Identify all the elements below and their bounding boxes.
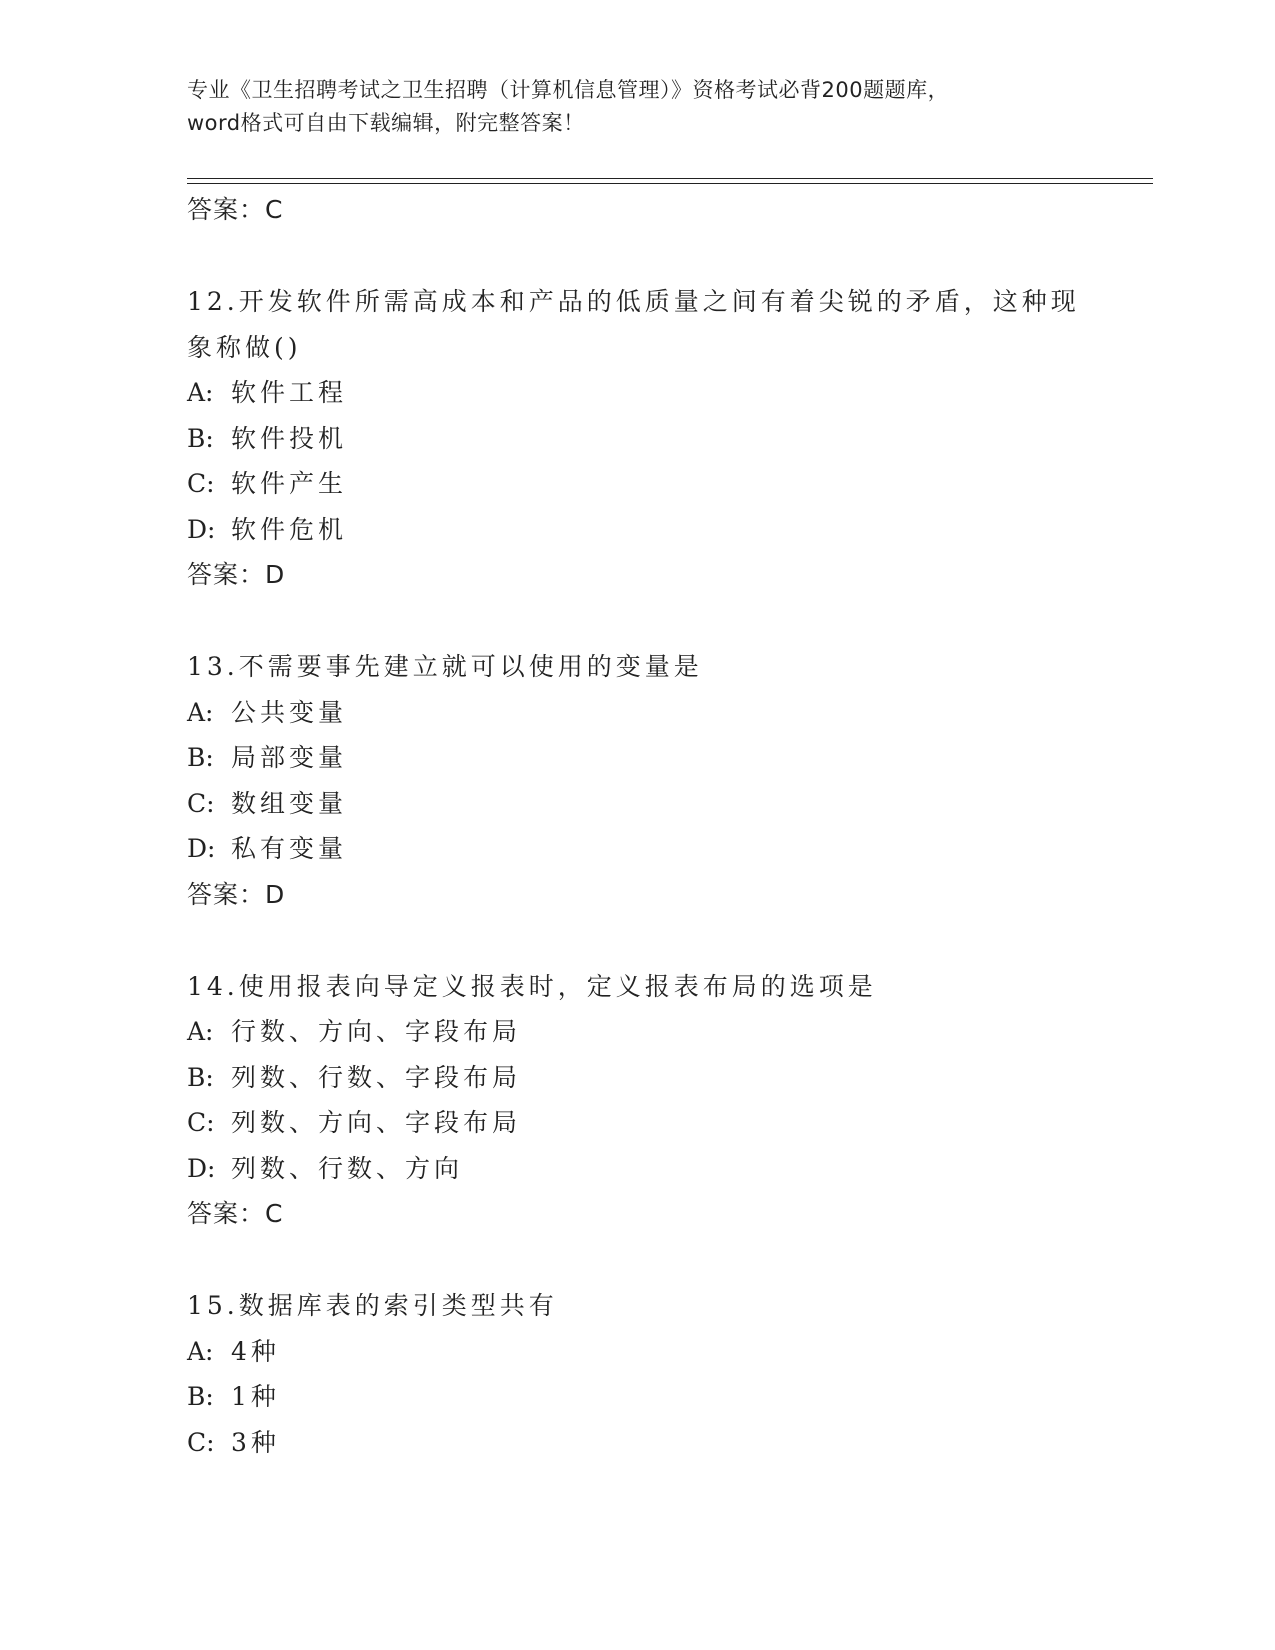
question-text [187,1283,1087,1329]
question-text [187,279,1087,370]
option-text: 软件危机 [231,514,348,544]
answer-line: 答案：D [187,879,286,909]
option-d [187,826,1087,872]
header-divider-top [187,178,1153,179]
option-d [187,507,1087,553]
spacer [187,918,1087,964]
question-block [187,644,1087,918]
option-c [187,1420,1087,1466]
option-key: C: [187,788,215,818]
option-key: D: [187,1153,216,1183]
option-text: 列数、行数、字段布局 [231,1062,522,1092]
option-text: 数组变量 [231,788,348,818]
option-text: 软件工程 [231,378,348,407]
spacer [187,598,1087,644]
question-block [187,1283,1087,1465]
answer-line: 答案：C [187,195,284,224]
option-key: D: [187,514,216,544]
question-text [187,964,1087,1010]
answer-line: 答案：C [187,1199,284,1228]
option-text: 1种 [231,1382,280,1411]
option-b [187,735,1087,781]
option-text: 3种 [231,1427,280,1457]
option-text: 软件投机 [231,423,348,453]
option-key: A: [187,1017,214,1046]
document-header [187,74,1087,140]
option-key: C: [187,1108,215,1137]
question-block [187,964,1087,1238]
option-key: A: [187,697,214,727]
option-d [187,1146,1087,1192]
option-text: 私有变量 [231,834,348,863]
option-key: C: [187,1427,215,1457]
option-c [187,1100,1087,1146]
option-key: A: [187,1336,214,1366]
option-text: 公共变量 [231,697,348,727]
spacer [187,1237,1087,1283]
question-block [187,279,1087,598]
question-text-line: 13.不需要事先建立就可以使用的变量是 [187,652,703,681]
option-b [187,416,1087,462]
header-divider-bottom [187,183,1153,184]
option-key: D: [187,834,216,863]
question-text [187,644,1087,690]
spacer [187,233,1087,279]
option-text: 列数、行数、方向 [231,1153,464,1183]
option-key: B: [187,1062,214,1092]
option-b [187,1055,1087,1101]
option-key: B: [187,743,214,772]
option-key: A: [187,378,214,407]
question-text-line: 象称做() [187,332,302,362]
question-text-line: 12.开发软件所需高成本和产品的低质量之间有着尖锐的矛盾，这种现 [187,287,1080,316]
option-a [187,370,1087,416]
option-a [187,1329,1087,1375]
option-c [187,781,1087,827]
option-text: 列数、方向、字段布局 [231,1108,522,1137]
question-text-line: 15.数据库表的索引类型共有 [187,1291,558,1320]
option-key: B: [187,423,214,453]
answer-line: 答案：D [187,560,286,589]
option-a [187,690,1087,736]
option-text: 局部变量 [231,743,348,772]
option-key: C: [187,469,215,498]
option-text: 4种 [231,1336,280,1366]
question-list [187,187,1087,1465]
option-a [187,1009,1087,1055]
header-line-2: word格式可自由下载编辑，附完整答案！ [187,111,585,135]
question-text-line: 14.使用报表向导定义报表时，定义报表布局的选项是 [187,971,877,1001]
option-c [187,461,1087,507]
option-text: 行数、方向、字段布局 [231,1017,522,1046]
option-text: 软件产生 [231,469,348,498]
option-key: B: [187,1382,214,1411]
option-b [187,1374,1087,1420]
header-line-1: 专业《卫生招聘考试之卫生招聘（计算机信息管理）》资格考试必背200题题库， [187,78,950,102]
